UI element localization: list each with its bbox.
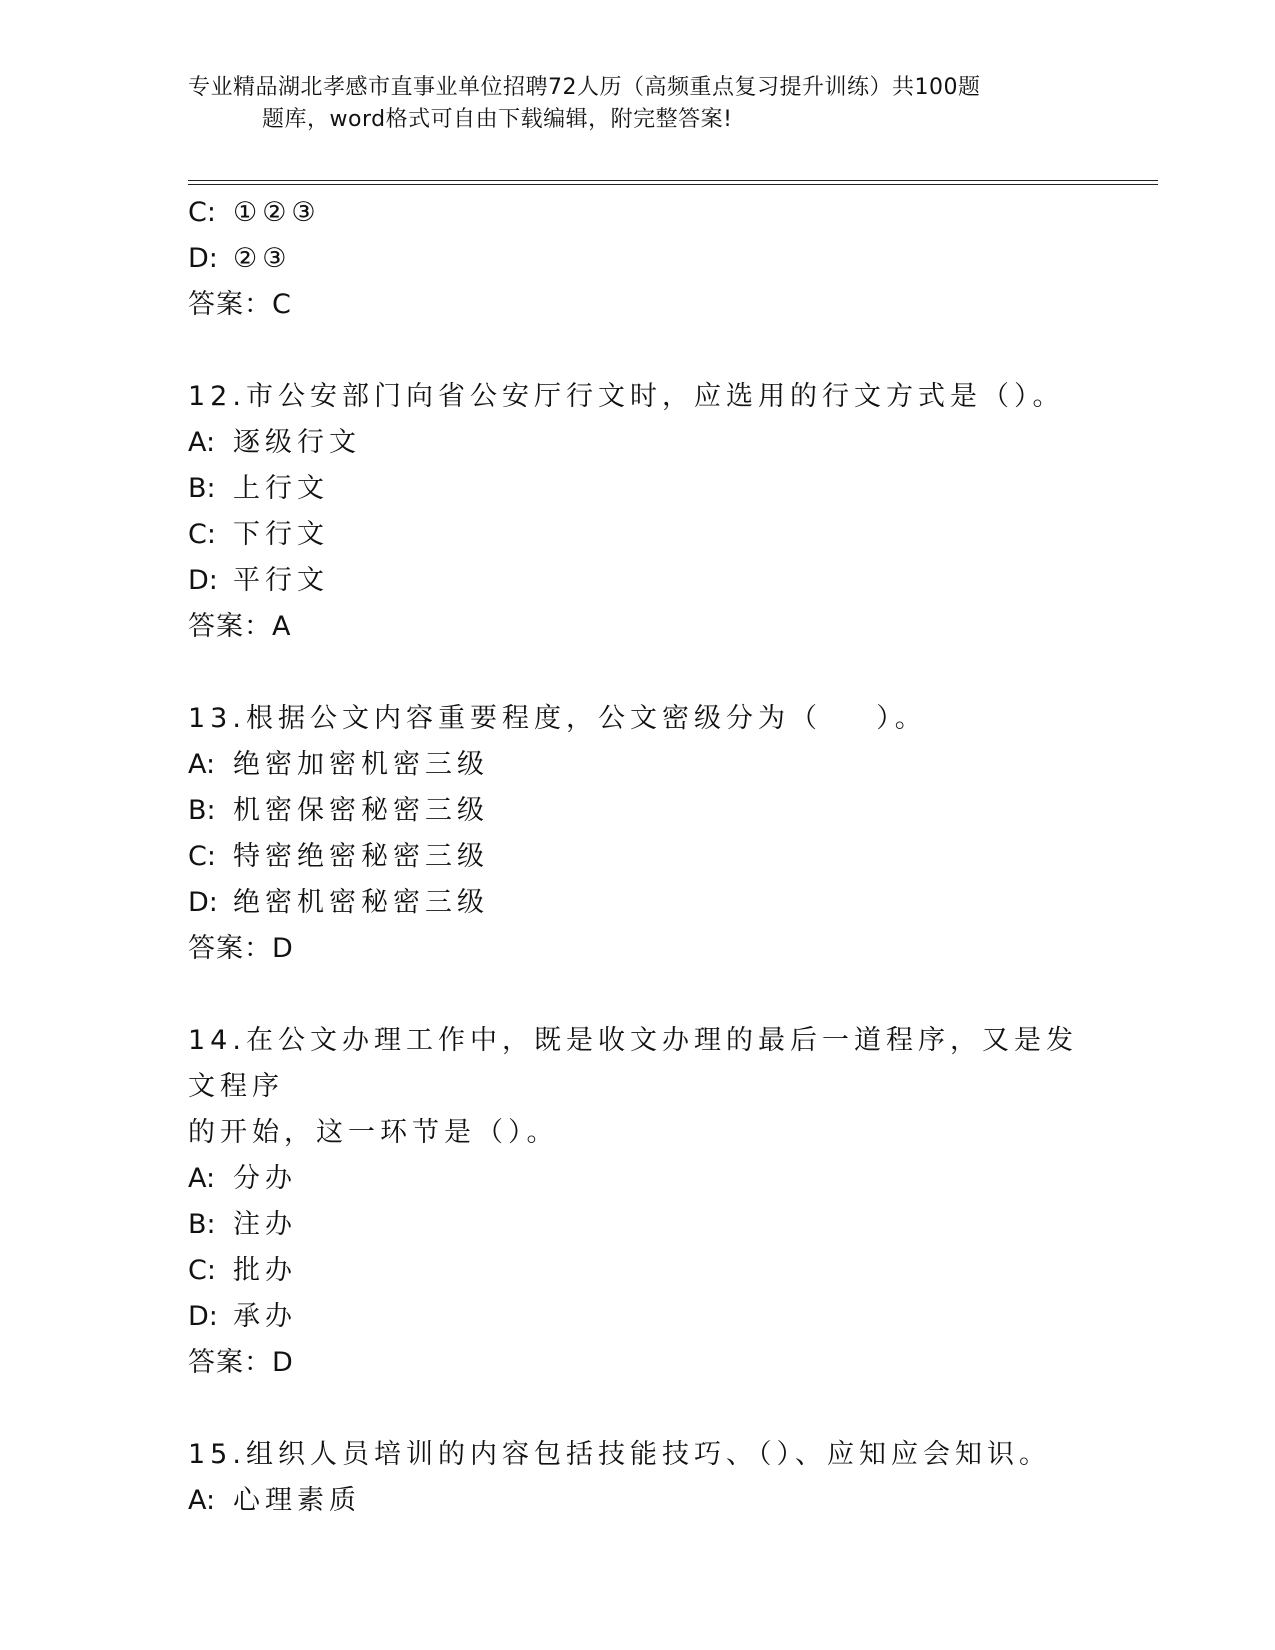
question-stem: 12.市公安部门向省公安厅行文时，应选用的行文方式是（）。: [188, 381, 1065, 412]
header-rule-bottom: [188, 184, 1158, 185]
option-d: [188, 880, 1088, 926]
question-list: [188, 190, 1088, 1524]
option-text: ①②③: [233, 197, 321, 228]
answer-line: 答案：A: [188, 611, 292, 642]
option-label: D:: [188, 1301, 218, 1332]
question-stem: 13.根据公文内容重要程度，公文密级分为（ ）。: [188, 703, 927, 734]
option-b: [188, 1202, 1088, 1248]
header-title-line1: 专业精品湖北孝感市直事业单位招聘72人历（高频重点复习提升训练）共100题: [188, 75, 981, 100]
option-text: 特密绝密秘密三级: [233, 841, 489, 872]
option-b: [188, 466, 1088, 512]
option-text: 上行文: [233, 473, 329, 504]
option-c: [188, 1248, 1088, 1294]
option-label: D:: [188, 565, 218, 596]
option-text: 批办: [233, 1255, 297, 1286]
option-text: 机密保密秘密三级: [233, 795, 489, 826]
option-label: C:: [188, 1255, 216, 1286]
option-label: B:: [188, 1209, 216, 1240]
option-text: 心理素质: [233, 1485, 361, 1516]
option-text: 绝密机密秘密三级: [233, 887, 489, 918]
question-stem: 15.组织人员培训的内容包括技能技巧、（）、应知应会知识。: [188, 1439, 1051, 1470]
option-label: C:: [188, 841, 216, 872]
answer-line: 答案：D: [188, 1347, 294, 1378]
option-text: 绝密加密机密三级: [233, 749, 489, 780]
option-text: 逐级行文: [233, 427, 361, 458]
option-label: A:: [188, 1163, 216, 1194]
option-label: A:: [188, 1485, 216, 1516]
option-b: [188, 788, 1088, 834]
option-d: [188, 558, 1088, 604]
option-text: 承办: [233, 1301, 297, 1332]
option-a: [188, 1478, 1088, 1524]
question-stem-line2: 的开始，这一环节是（）。: [188, 1117, 559, 1148]
answer-line: 答案：D: [188, 933, 294, 964]
document-header: [188, 72, 1088, 136]
option-c: [188, 512, 1088, 558]
option-label: A:: [188, 427, 216, 458]
option-text: ②③: [233, 243, 292, 274]
option-a: [188, 420, 1088, 466]
option-label: B:: [188, 795, 216, 826]
option-c: [188, 190, 1088, 236]
option-label: C:: [188, 197, 216, 228]
option-text: 注办: [233, 1209, 297, 1240]
option-c: [188, 834, 1088, 880]
option-d: [188, 236, 1088, 282]
option-text: 平行文: [233, 565, 329, 596]
header-title-line2: 题库，word格式可自由下载编辑，附完整答案!: [262, 107, 733, 132]
option-a: [188, 742, 1088, 788]
option-label: D:: [188, 887, 218, 918]
option-d: [188, 1294, 1088, 1340]
option-label: A:: [188, 749, 216, 780]
answer-line: 答案：C: [188, 289, 292, 320]
header-rule-top: [188, 180, 1158, 181]
option-text: 分办: [233, 1163, 297, 1194]
question-stem: [188, 1018, 1088, 1156]
option-text: 下行文: [233, 519, 329, 550]
option-label: D:: [188, 243, 218, 274]
option-label: B:: [188, 473, 216, 504]
option-a: [188, 1156, 1088, 1202]
question-stem-line1: 14.在公文办理工作中，既是收文办理的最后一道程序，又是发文程序: [188, 1025, 1078, 1102]
option-label: C:: [188, 519, 216, 550]
